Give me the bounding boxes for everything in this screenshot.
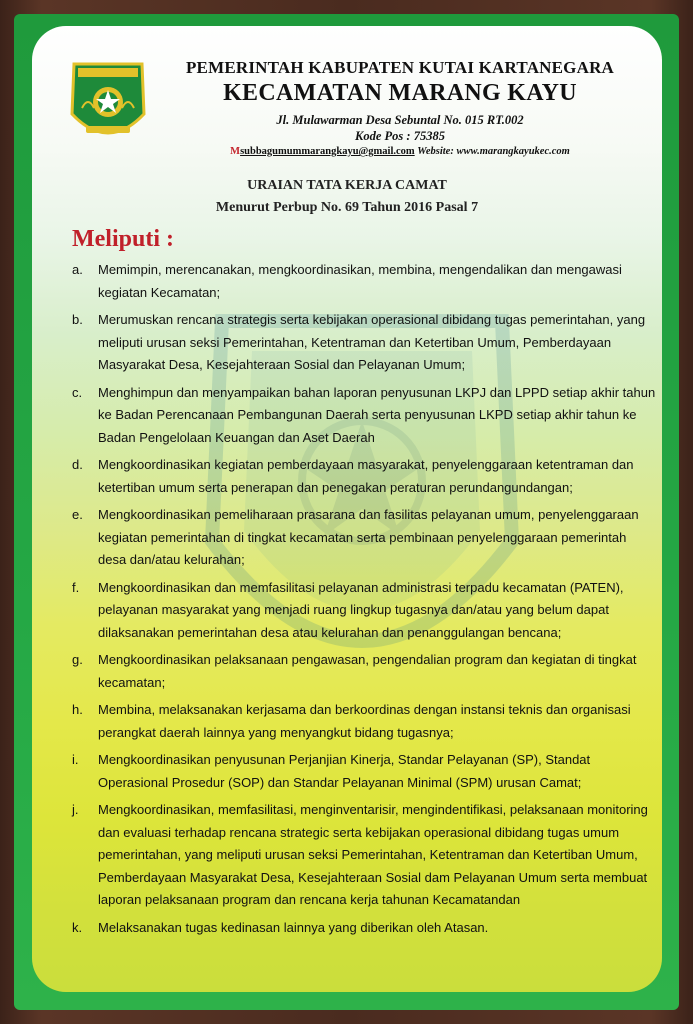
list-item-text: Mengkoordinasikan pemeliharaan prasarana dan fasilitas pelayanan umum, penyelenggaraan kegiatan pemerintahan di tingkat kecamatan serta pembinaan penyelenggaraan pemerintah desa dan/atau kelurahan; (98, 507, 639, 567)
list-item-letter: f. (72, 579, 80, 595)
district-name: KECAMATAN MARANG KAYU (223, 80, 577, 106)
list-item-letter: k. (72, 919, 83, 935)
list-item (72, 699, 662, 744)
notice-board (32, 26, 662, 992)
email-address: subbagumummarangkayu@gmail.com (240, 146, 415, 157)
list-item-text: Mengkoordinasikan dan memfasilitasi pelayanan administrasi terpadu kecamatan (PATEN), pelayanan masyarakat yang menjadi ruang lingkup tugasnya dan/atau yang belum dapat dilaksanakan pemerintahan desa atau kelurahan dan penanggulangan bencana; (98, 579, 624, 640)
list-item-letter: h. (72, 702, 83, 717)
postal-code: Kode Pos : 75385 (355, 129, 445, 143)
list-item-text: Membina, melaksanakan kerjasama dan berkoordinas dengan instansi teknis dan organisasi perangkat daerah lainnya yang menyangkut bidang tugasnya; (98, 702, 631, 740)
list-item-text: Memimpin, merencanakan, mengkoordinasikan, membina, mengendalikan dan mengawasi kegiatan Kecamatan; (98, 262, 622, 300)
list-item-text: Menghimpun dan menyampaikan bahan laporan penyusunan LKPJ dan LPPD setiap akhir tahun ke Badan Perencanaan Pembangunan Daerah serta penyusunan LKPD setiap akhir tahun ke Badan Pengelolaan Keuangan dan Aset Daerah (98, 384, 656, 445)
letterhead (32, 26, 662, 166)
document-title: URAIAN TATA KERJA CAMAT (247, 178, 447, 193)
list-item-letter: i. (72, 752, 79, 767)
list-item (72, 382, 662, 450)
list-item-letter: e. (72, 507, 83, 522)
list-item-text: Mengkoordinasikan pelaksanaan pengawasan, pengendalian program dan kegiatan di tingkat kecamatan; (98, 652, 637, 690)
government-name: PEMERINTAH KABUPATEN KUTAI KARTANEGARA (185, 58, 615, 77)
list-item (72, 309, 662, 377)
list-item-letter: d. (72, 457, 83, 472)
list-item-text: Merumuskan rencana strategis serta kebijakan operasional dibidang tugas pemerintahan, yang meliputi urusan seksi Pemerintahan, Ketentraman dan Ketertiban Umum, Pemberdayaan Masyarakat Desa, Kesejahteraan Sosial dan Pelayanan Umum; (98, 312, 646, 372)
list-item (72, 577, 662, 645)
list-item (72, 649, 662, 694)
list-item (72, 259, 662, 304)
section-heading: Meliputi : (72, 226, 174, 252)
list-item-letter: a. (72, 262, 83, 277)
list-item-letter: g. (72, 652, 83, 667)
list-item-text: Mengkoordinasikan penyusunan Perjanjian Kinerja, Standar Pelayanan (SP), Standat Operasional Prosedur (SOP) dan Standar Pelayanan Minimal (SPM) urusan Camat; (98, 752, 591, 790)
list-item-letter: b. (72, 312, 83, 327)
duty-list (72, 259, 662, 944)
list-item-letter: c. (72, 384, 83, 400)
list-item (72, 799, 662, 912)
list-item (72, 504, 662, 572)
contact-line (150, 146, 650, 157)
website: Website: www.marangkayukec.com (417, 146, 570, 157)
list-item (72, 749, 662, 794)
address: Jl. Mulawarman Desa Sebuntal No. 015 RT.002 (276, 113, 524, 127)
list-item-text: Mengkoordinasikan kegiatan pemberdayaan masyarakat, penyelenggaraan ketentraman dan ketertiban umum serta penerapan dan penegakan peraturan perundangundangan; (98, 457, 634, 495)
list-item (72, 917, 662, 940)
list-item-letter: j. (72, 802, 79, 817)
list-item (72, 454, 662, 499)
document-subtitle: Menurut Perbup No. 69 Tahun 2016 Pasal 7 (215, 200, 479, 215)
kutai-kartanegara-logo-icon (68, 56, 148, 148)
list-item-text: Mengkoordinasikan, memfasilitasi, menginventarisir, mengindentifikasi, pelaksanaan monitoring dan evaluasi terhadap rencana strategic serta kebijakan operasional dibidang tugas umum pemerintahan, yang meliputi urusan seksi Pemerintahan, Ketentraman dan Ketertiban Umum, Pemberdayaan Masyarakat Desa, Kesejahteraan Sosial dam Pelayanan Umum serta membuat laporan pelaksanaan program dan rencana kerja tahunan Kecamatandan (98, 802, 648, 907)
list-item-text: Melaksanakan tugas kedinasan lainnya yang diberikan oleh Atasan. (98, 919, 489, 935)
email-icon: M (230, 146, 241, 157)
